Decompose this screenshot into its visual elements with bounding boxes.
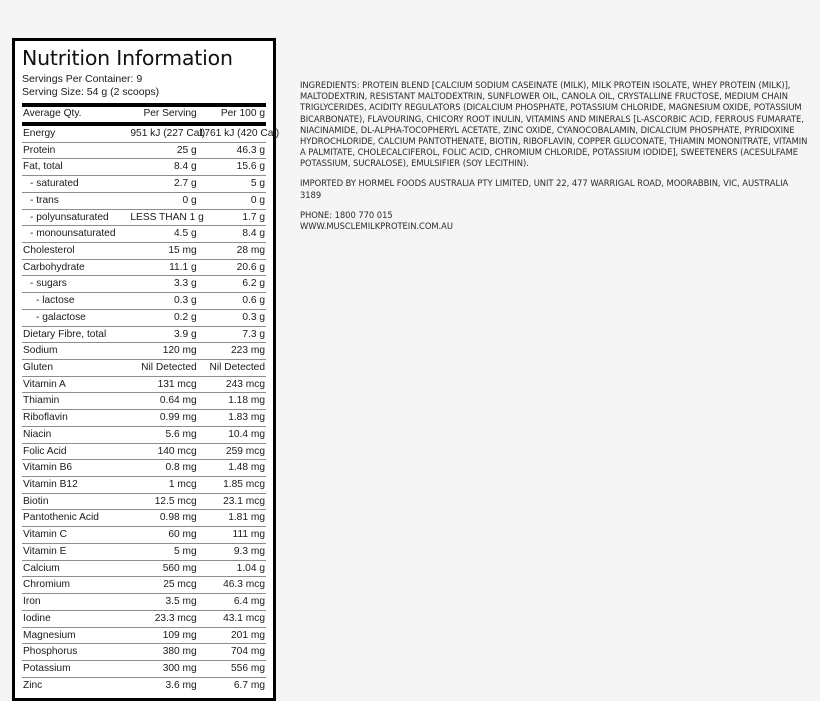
value-per-serving: 1 mcg [168,479,197,491]
table-row [22,610,266,627]
nutrient-name: Folic Acid [23,445,67,457]
nutrition-values-table [22,126,280,693]
nutrient-name: Cholesterol [23,244,75,256]
table-row [22,677,266,693]
value-per-100g: 1.81 mg [228,512,265,524]
value-per-100g: 1.85 mcg [223,479,265,491]
ingredients-paragraph: INGREDIENTS: PROTEIN BLEND [CALCIUM SODIUM CASEINATE (MILK), MILK PROTEIN ISOLATE, WHEY PROTEIN (MILK)], MALTODEXTRIN, RESISTANT MALTODEXTRIN, SUNFLOWER OIL, CANOLA OIL, CRYSTALLINE FRUCTOSE, MEDIUM CHAIN TRIGLYCERIDES, ACIDITY REGULATORS (DICALCIUM PHOSPHATE, POTASSIUM CHLORIDE, MAGNESIUM OXIDE, POTASSIUM BICARBONATE), FLAVOURING, CHICORY ROOT INULIN, VITAMINS AND MINERALS [L-ASCORBIC ACID, FERROUS FUMARATE, NIACINAMIDE, DL-ALPHA-TOCOPHERYL ACETATE, ZINC OXIDE, CYANOCOBALAMIN, DICALCIUM PHOSPHATE, PYRIDOXINE HYDROCHLORIDE, CALCIUM PANTOTHENATE, BIOTIN, RIBOFLAVIN, COPPER GLUCONATE, THIAMIN MONONITRATE, VITAMIN A PALMITATE, CHOLECALCIFEROL, FOLIC ACID, CHROMIUM CHLORIDE, POTASSIUM IODIDE], SWEETENERS (ACESULFAME POTASSIUM, SUCRALOSE), EMULSIFIER (SOY LECITHIN). [300,80,808,169]
value-per-100g: 704 mg [231,646,265,658]
nutrient-name: Riboflavin [23,412,68,424]
nutrient-name: Gluten [23,362,54,374]
column-header-per-100g: Per 100 g [220,108,265,120]
value-per-100g: 28 mg [236,244,265,256]
table-row [22,594,266,611]
nutrition-table [22,107,266,122]
nutrient-name: Biotin [23,495,49,507]
table-row [22,627,266,644]
table-row [22,159,266,176]
value-per-100g: 243 mcg [225,378,265,390]
importer-paragraph: IMPORTED BY HORMEL FOODS AUSTRALIA PTY LIMITED, UNIT 22, 477 WARRIGAL ROAD, MOORABBIN, VIC, AUSTRALIA 3189 [300,178,789,200]
nutrient-name: - galactose [36,311,86,323]
table-row [22,242,266,259]
nutrient-name: Sodium [23,345,58,357]
value-per-100g: 46.3 mcg [223,579,265,591]
nutrient-name: Fat, total [23,161,63,173]
table-row [22,142,266,159]
value-per-100g: 0.3 g [242,311,265,323]
value-per-100g: 5 g [250,178,265,190]
nutrition-table-head [22,107,266,122]
value-per-100g: 223 mg [231,345,265,357]
value-per-serving: 560 mg [162,562,197,574]
table-row [22,393,266,410]
table-row [22,660,266,677]
product-information-column [300,80,810,241]
value-per-100g: 43.1 mcg [223,612,265,624]
value-per-100g: 0 g [250,194,265,206]
value-per-serving: 109 mg [162,629,197,641]
value-per-serving: 3.3 g [174,278,197,290]
value-per-100g: 6.2 g [242,278,265,290]
value-per-100g: 1.04 g [236,562,265,574]
value-per-serving: Nil Detected [141,362,197,374]
nutrient-name: Vitamin C [23,529,67,541]
value-per-serving: 300 mg [162,662,197,674]
value-per-100g: 7.3 g [242,328,265,340]
nutrient-name: Vitamin E [23,545,67,557]
value-per-serving: LESS THAN 1 g [130,211,204,223]
value-per-100g: 6.4 mg [233,596,265,608]
nutrient-name: - polyunsaturated [30,211,109,223]
value-per-serving: 11.1 g [169,261,197,273]
table-row [22,309,266,326]
table-row [22,410,266,427]
value-per-serving: 23.3 mcg [154,612,197,624]
value-per-serving: 0.2 g [174,311,197,323]
nutrient-name: Chromium [23,579,70,591]
value-per-serving: 951 kJ (227 Cal) [130,127,206,139]
value-per-100g: 46.3 g [236,144,265,156]
value-per-serving: 0.3 g [174,295,197,307]
table-row [22,209,266,226]
table-row [22,577,266,594]
nutrition-information-panel [12,38,280,701]
value-per-serving: 60 mg [168,529,197,541]
website-line: WWW.MUSCLEMILKPROTEIN.COM.AU [300,220,453,231]
nutrient-name: - sugars [30,278,67,290]
value-per-100g: 9.3 mg [233,545,265,557]
nutrient-name: Vitamin B6 [23,462,73,474]
table-row [22,326,266,343]
nutrient-name: Iodine [23,612,51,624]
value-per-100g: 1.48 mg [228,462,265,474]
table-row [22,477,266,494]
table-row [22,527,266,544]
value-per-100g: 23.1 mcg [223,495,265,507]
value-per-serving: 0 g [182,194,197,206]
table-row [22,376,266,393]
nutrient-name: - lactose [36,295,75,307]
value-per-100g: 1.7 g [242,211,265,223]
table-row [22,259,266,276]
value-per-serving: 131 mcg [157,378,197,390]
nutrient-name: Protein [23,144,56,156]
table-row [22,560,266,577]
table-row [22,460,266,477]
value-per-serving: 0.8 mg [165,462,197,474]
nutrient-name: Dietary Fibre, total [23,328,107,340]
nutrient-name: Zinc [23,679,43,691]
value-per-serving: 0.99 mg [159,412,197,424]
page-title: Nutrition Information [22,46,233,70]
nutrient-name: Energy [23,127,56,139]
table-row [22,360,266,377]
table-row [22,126,266,142]
nutrient-name: - saturated [30,178,79,190]
value-per-serving: 140 mcg [157,445,197,457]
table-row [22,543,266,560]
nutrient-name: Iron [23,596,41,608]
phone-line: PHONE: 1800 770 015 [300,209,393,220]
table-row [22,426,266,443]
table-row [22,443,266,460]
value-per-100g: 6.7 mg [233,679,265,691]
nutrient-name: - trans [30,194,59,206]
value-per-serving: 3.5 mg [165,596,197,608]
value-per-100g: 15.6 g [236,161,265,173]
value-per-100g: 8.4 g [242,228,265,240]
nutrient-name: Niacin [23,428,52,440]
nutrient-name: Thiamin [23,395,60,407]
value-per-serving: 8.4 g [174,161,197,173]
table-row [22,644,266,661]
value-per-100g: 20.6 g [236,261,265,273]
table-row [22,293,266,310]
value-per-100g: 201 mg [231,629,265,641]
table-row [22,493,266,510]
value-per-100g: Nil Detected [209,362,265,374]
column-header-name: Average Qty. [23,108,82,120]
value-per-100g: 10.4 mg [228,428,265,440]
value-per-serving: 25 mcg [163,579,197,591]
table-row [22,226,266,243]
value-per-serving: 2.7 g [174,178,197,190]
nutrient-name: Calcium [23,562,60,574]
value-per-serving: 3.9 g [174,328,197,340]
nutrient-name: Vitamin B12 [23,479,78,491]
value-per-serving: 15 mg [168,244,197,256]
column-header-per-serving: Per Serving [143,108,197,120]
value-per-100g: 1761 kJ (420 Cal) [198,127,280,139]
table-header-row [22,107,266,122]
table-row [22,276,266,293]
value-per-serving: 4.5 g [174,228,197,240]
nutrient-name: Pantothenic Acid [23,512,99,524]
value-per-serving: 380 mg [162,646,197,658]
nutrition-table-body [22,126,280,693]
value-per-serving: 12.5 mcg [154,495,197,507]
value-per-serving: 25 g [176,144,197,156]
value-per-100g: 259 mcg [225,445,265,457]
value-per-100g: 1.83 mg [228,412,265,424]
nutrient-name: Carbohydrate [23,261,85,273]
value-per-serving: 0.64 mg [159,395,197,407]
value-per-100g: 111 mg [232,529,265,541]
nutrient-name: Phosphorus [23,646,78,658]
value-per-serving: 5 mg [174,545,197,557]
table-row [22,176,266,193]
value-per-serving: 5.6 mg [165,428,197,440]
nutrient-name: Magnesium [23,629,76,641]
table-row [22,510,266,527]
value-per-serving: 120 mg [162,345,197,357]
value-per-serving: 0.98 mg [159,512,197,524]
nutrient-name: - monounsaturated [30,228,116,240]
table-row [22,343,266,360]
value-per-100g: 0.6 g [242,295,265,307]
servings-per-container: Servings Per Container: 9 [22,72,143,85]
nutrient-name: Vitamin A [23,378,66,390]
serving-size: Serving Size: 54 g (2 scoops) [22,86,160,99]
value-per-100g: 1.18 mg [228,395,265,407]
table-row [22,192,266,209]
nutrient-name: Potassium [23,662,71,674]
value-per-100g: 556 mg [231,662,265,674]
value-per-serving: 3.6 mg [165,679,197,691]
